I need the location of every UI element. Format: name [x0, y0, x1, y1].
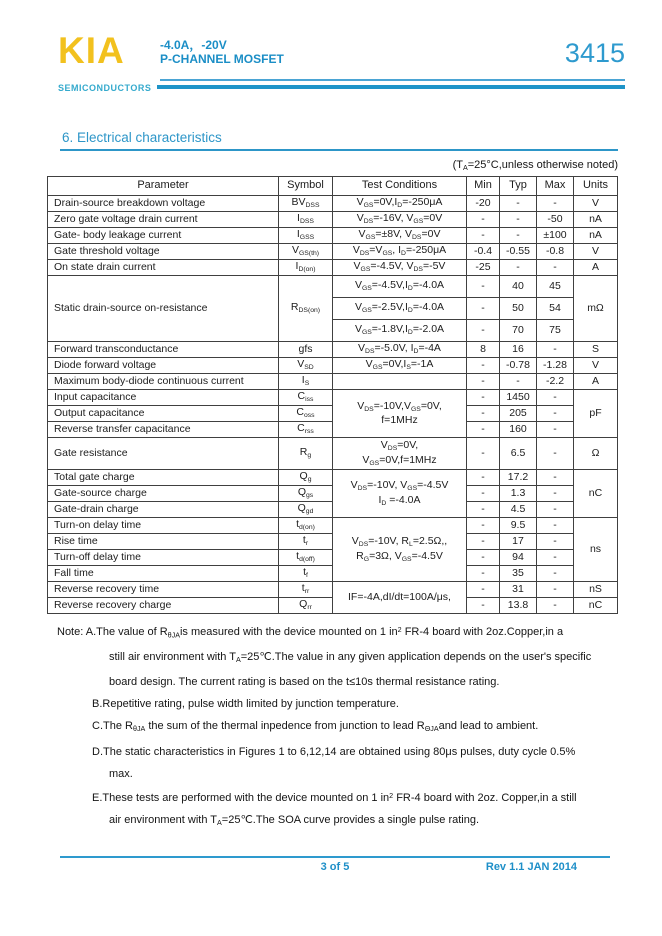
parameter-cell: Reverse recovery charge [48, 598, 279, 614]
table-cell: $V_{DS}=0V$, $V_{GS}=0V,f=1MHz$ [333, 438, 467, 470]
table-cell: - [537, 550, 574, 566]
table-cell: - [467, 534, 500, 550]
logo-subtitle: SEMICONDUCTORS [58, 83, 152, 93]
parameter-cell: Turn-on delay time [48, 518, 279, 534]
parameter-cell: Gate threshold voltage [48, 244, 279, 260]
column-header-max: Max [537, 177, 574, 196]
test-condition-note: ($T_A=25^\circ C,unless$ otherwise noted) [452, 159, 618, 173]
parameter-cell: Gate-source charge [48, 486, 279, 502]
kia-logo: KIA [58, 30, 125, 71]
table-cell: $I_{DSS}$ [279, 212, 333, 228]
table-row [48, 260, 618, 276]
table-cell: - [537, 422, 574, 438]
table-cell: - [537, 486, 574, 502]
table-cell: nC [574, 470, 618, 518]
note-line: D.The static characteristics in Figures 1 to 6,12,14 are obtained using 80μs pulses, duty cycle 0.5% [92, 745, 576, 758]
table-cell: - [537, 534, 574, 550]
parameter-cell: Gate- body leakage current [48, 228, 279, 244]
table-cell: $V_{SD}$ [279, 358, 333, 374]
column-header-parameter: Parameter [48, 177, 279, 196]
table-cell: - [467, 390, 500, 406]
table-cell: -2.2 [537, 374, 574, 390]
table-row [48, 438, 618, 470]
table-cell: - [537, 582, 574, 598]
note-line: max. [109, 767, 133, 780]
table-cell: - [467, 486, 500, 502]
table-cell: V [574, 244, 618, 260]
table-cell: IF=-4A,dI/dt=100A/μs, [333, 582, 467, 614]
table-cell: -0.55 [500, 244, 537, 260]
section-title: 6. Electrical characteristics [62, 130, 222, 145]
table-cell: nA [574, 212, 618, 228]
table-row [48, 470, 618, 486]
table-cell: $V_{GS}=-1.8V,I_D=-2.0A$ [333, 320, 467, 342]
table-cell: - [467, 518, 500, 534]
device-type: P-CHANNEL MOSFET [160, 52, 284, 66]
table-cell: -1.28 [537, 358, 574, 374]
table-cell: 1450 [500, 390, 537, 406]
parameter-cell: Rise time [48, 534, 279, 550]
table-row [48, 374, 618, 390]
table-cell: - [537, 566, 574, 582]
table-cell: 40 [500, 276, 537, 298]
table-cell: ±100 [537, 228, 574, 244]
table-cell: - [537, 470, 574, 486]
table-cell: 31 [500, 582, 537, 598]
note-line: E.These tests are performed with the device mounted on 1 $in^2$ FR-4 board with 2oz. Copper,in a still [92, 791, 577, 804]
table-cell: - [467, 298, 500, 320]
parameter-cell: Gate resistance [48, 438, 279, 470]
revision-label: Rev 1.1 JAN 2014 [485, 861, 577, 873]
table-cell: $V_{DS}=V_{GS}$, $I_D=-250\mu A$ [333, 244, 467, 260]
column-header-symbol: Symbol [279, 177, 333, 196]
table-cell: - [467, 320, 500, 342]
table-cell: $V_{DS}=-10V$, $R_L=2.5\Omega$,, $R_G=3\Omega$, $V_{GS}=-4.5V$ [333, 518, 467, 582]
table-cell: 17.2 [500, 470, 537, 486]
table-cell: A [574, 260, 618, 276]
table-cell: $t_{d(off)}$ [279, 550, 333, 566]
table-cell: $I_S$ [279, 374, 333, 390]
table-cell: $R_{DS(on)}$ [279, 276, 333, 342]
column-header-typ: Typ [500, 177, 537, 196]
table-cell: -0.8 [537, 244, 574, 260]
table-cell: 8 [467, 342, 500, 358]
table-cell: nC [574, 598, 618, 614]
table-cell: ns [574, 518, 618, 582]
table-cell: 45 [537, 276, 574, 298]
header-rule-thick [157, 85, 625, 89]
table-cell: - [500, 374, 537, 390]
column-header-min: Min [467, 177, 500, 196]
table-row [48, 358, 618, 374]
table-cell: 205 [500, 406, 537, 422]
table-cell: $I_{D(on)}$ [279, 260, 333, 276]
table-cell: - [537, 260, 574, 276]
table-cell: $BV_{DSS}$ [279, 196, 333, 212]
note-line: C.The $R_{\theta JA}$ the sum of the thermal inpedence from junction to lead $R_{\Theta JA}and$ lead to ambient. [92, 720, 539, 734]
parameter-cell: Forward transconductance [48, 342, 279, 358]
parameter-cell: Drain-source breakdown voltage [48, 196, 279, 212]
table-cell: - [537, 598, 574, 614]
electrical-characteristics-table [47, 176, 618, 614]
table-row [48, 244, 618, 260]
table-cell: - [467, 550, 500, 566]
table-cell: $R_g$ [279, 438, 333, 470]
table-cell: $V_{DS}=-16V$, $V_{GS}=0V$ [333, 212, 467, 228]
table-cell: $V_{DS}=-5.0V$, $I_D=-4A$ [333, 342, 467, 358]
table-cell: - [500, 196, 537, 212]
table-cell: $Q_{rr}$ [279, 598, 333, 614]
parameter-cell: Input capacitance [48, 390, 279, 406]
table-cell: - [467, 228, 500, 244]
table-cell: - [467, 502, 500, 518]
footer-rule [60, 856, 610, 858]
table-cell [333, 374, 467, 390]
parameter-cell: Diode forward voltage [48, 358, 279, 374]
parameter-cell: Static drain-source on-resistance [48, 276, 279, 342]
table-cell: - [537, 342, 574, 358]
column-header-test-conditions: Test Conditions [333, 177, 467, 196]
table-row [48, 390, 618, 406]
table-cell: 160 [500, 422, 537, 438]
table-cell: 6.5 [500, 438, 537, 470]
table-row [48, 212, 618, 228]
note-line: still air environment with $T_A=25℃.The$ value in any given application depends on the user's specific [109, 651, 592, 665]
note-line: board design. The current rating is based on the t≤10s thermal resistance rating. [109, 676, 500, 689]
table-cell: -50 [537, 212, 574, 228]
parameter-cell: Fall time [48, 566, 279, 582]
table-cell: 16 [500, 342, 537, 358]
table-cell: V [574, 358, 618, 374]
parameter-cell: Reverse recovery time [48, 582, 279, 598]
note-line: B.Repetitive rating, pulse width limited by junction temperature. [92, 698, 399, 711]
table-cell: - [537, 196, 574, 212]
table-cell: - [467, 212, 500, 228]
table-row [48, 518, 618, 534]
table-cell: S [574, 342, 618, 358]
table-row [48, 196, 618, 212]
table-cell: $V_{GS}=-2.5V,I_D=-4.0A$ [333, 298, 467, 320]
table-cell: - [537, 502, 574, 518]
table-cell: $V_{GS}=0V,I_S=-1A$ [333, 358, 467, 374]
table-cell: Ω [574, 438, 618, 470]
table-cell: $t_{rr}$ [279, 582, 333, 598]
parameter-cell: Maximum body-diode continuous current [48, 374, 279, 390]
table-row [48, 342, 618, 358]
table-cell: - [500, 212, 537, 228]
note-line: air environment with $T_A=25℃.The$ SOA curve provides a single pulse rating. [109, 813, 480, 827]
table-cell: $Q_g$ [279, 470, 333, 486]
parameter-cell: Gate-drain charge [48, 502, 279, 518]
parameter-cell: Output capacitance [48, 406, 279, 422]
table-cell: $C_{oss}$ [279, 406, 333, 422]
table-cell: $V_{GS(th)}$ [279, 244, 333, 260]
table-cell: gfs [279, 342, 333, 358]
table-cell: 50 [500, 298, 537, 320]
table-cell: $V_{DS}=-10V,V_{GS}=0V$, f=1MHz [333, 390, 467, 438]
table-cell: $C_{iss}$ [279, 390, 333, 406]
table-cell: $t_r$ [279, 534, 333, 550]
table-cell: $Q_{gd}$ [279, 502, 333, 518]
notes-block [57, 619, 625, 834]
table-cell: $V_{GS}=\pm 8V$, $V_{DS}=0V$ [333, 228, 467, 244]
parameter-cell: On state drain current [48, 260, 279, 276]
table-cell: - [467, 276, 500, 298]
table-cell: - [500, 228, 537, 244]
table-cell: - [467, 358, 500, 374]
table-cell: - [537, 390, 574, 406]
table-cell: 13.8 [500, 598, 537, 614]
table-row [48, 228, 618, 244]
table-cell: 4.5 [500, 502, 537, 518]
table-cell: - [467, 470, 500, 486]
table-body [48, 196, 618, 614]
table-cell: $V_{DS}=-10V$, $V_{GS}=-4.5V$ $I_D =-4.0A$ [333, 470, 467, 518]
table-cell: 75 [537, 320, 574, 342]
table-cell: $I_{GSS}$ [279, 228, 333, 244]
table-cell: 35 [500, 566, 537, 582]
table-cell: A [574, 374, 618, 390]
table-cell: pF [574, 390, 618, 438]
table-cell: - [467, 566, 500, 582]
table-cell: -20 [467, 196, 500, 212]
table-cell: 54 [537, 298, 574, 320]
table-cell: $V_{GS}=-4.5V,I_D=-4.0A$ [333, 276, 467, 298]
header-rule-thin [160, 79, 625, 81]
table-cell: - [537, 518, 574, 534]
table-cell: $Q_{gs}$ [279, 486, 333, 502]
parameter-cell: Turn-off delay time [48, 550, 279, 566]
table-cell: - [467, 598, 500, 614]
table-cell: 1.3 [500, 486, 537, 502]
table-row [48, 582, 618, 598]
table-cell: -0.78 [500, 358, 537, 374]
table-cell: - [537, 406, 574, 422]
table-cell: 70 [500, 320, 537, 342]
table-cell: $t_{d(on)}$ [279, 518, 333, 534]
table-cell: -25 [467, 260, 500, 276]
table-cell: - [500, 260, 537, 276]
parameter-cell: Total gate charge [48, 470, 279, 486]
table-cell: - [467, 374, 500, 390]
table-cell: nA [574, 228, 618, 244]
table-header-row [48, 177, 618, 196]
table-cell: $t_f$ [279, 566, 333, 582]
table-cell: 94 [500, 550, 537, 566]
parameter-cell: Zero gate voltage drain current [48, 212, 279, 228]
table-cell: $C_{rss}$ [279, 422, 333, 438]
table-cell: - [467, 582, 500, 598]
table-cell: 17 [500, 534, 537, 550]
part-number: 3415 [564, 38, 625, 68]
table-cell: -0.4 [467, 244, 500, 260]
table-cell: 9.5 [500, 518, 537, 534]
device-rating: -4.0A，-20V [160, 38, 227, 52]
section-underline [60, 149, 618, 151]
table-header [48, 177, 618, 196]
table-cell: mΩ [574, 276, 618, 342]
table-cell: nS [574, 582, 618, 598]
table-row [48, 276, 618, 298]
table-cell: $V_{GS}=-4.5V$, $V_{DS}=-5V$ [333, 260, 467, 276]
parameter-cell: Reverse transfer capacitance [48, 422, 279, 438]
table-cell: - [537, 438, 574, 470]
table-cell: $V_{GS}=0V,I_D=-250\mu A$ [333, 196, 467, 212]
table-cell: - [467, 438, 500, 470]
table-cell: V [574, 196, 618, 212]
column-header-units: Units [574, 177, 618, 196]
table-cell: - [467, 406, 500, 422]
note-line: Note: A.The value of $R_{\theta JA}is$ measured with the device mounted on 1 $in^2$ FR-4 board with 2oz.Copper,in a [57, 626, 564, 640]
page-indicator: 3 of 5 [320, 861, 350, 873]
table-cell: - [467, 422, 500, 438]
